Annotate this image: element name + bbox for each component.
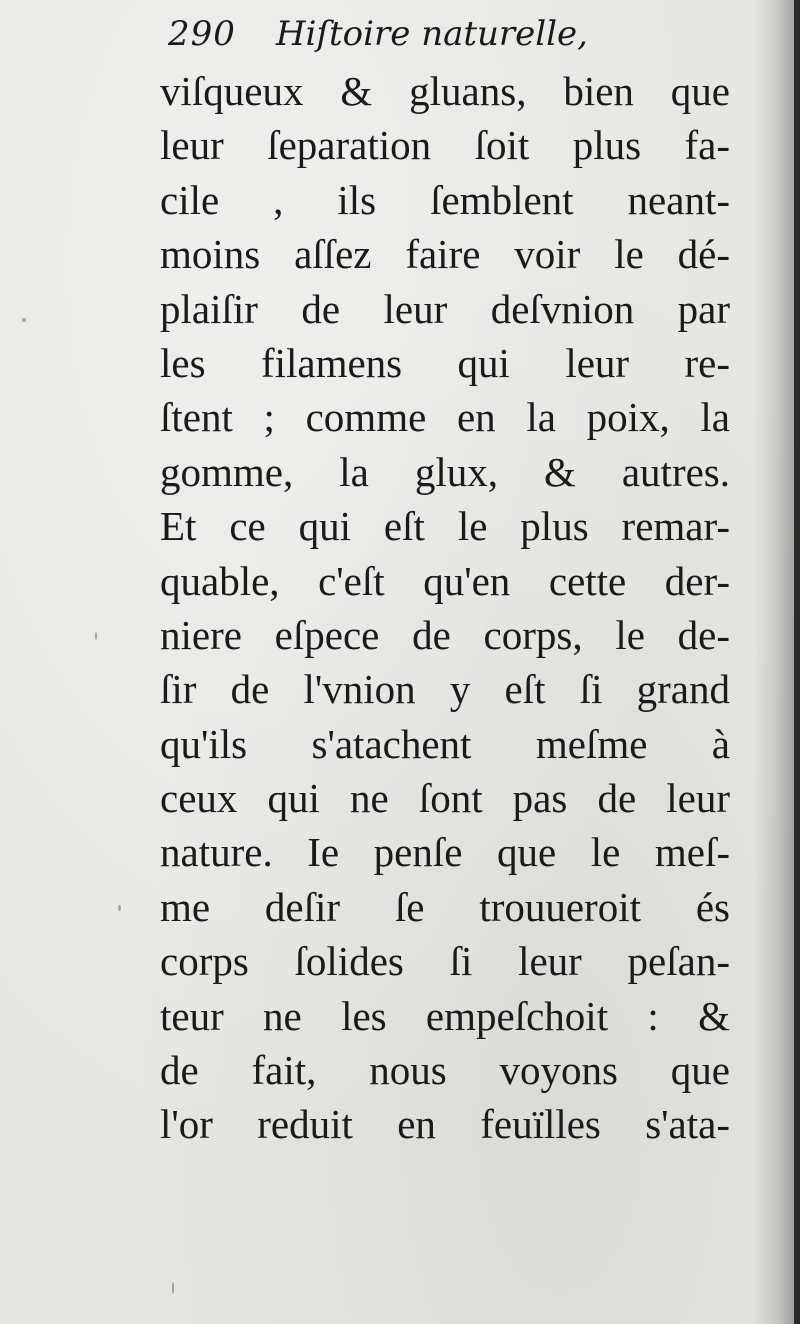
text-line: me deſir ſe trouueroit és bbox=[160, 883, 730, 930]
body-text bbox=[160, 64, 730, 1152]
text-line: ſir de l'vnion y eſt ſi grand bbox=[160, 666, 730, 713]
text-line: teur ne les empeſchoit : & bbox=[160, 992, 730, 1039]
text-line: niere eſpece de corps, le de- bbox=[160, 611, 730, 658]
paper-speck bbox=[118, 905, 121, 911]
text-line: l'or reduit en feuïlles s'ata- bbox=[160, 1101, 730, 1148]
text-line: gomme, la glux, & autres. bbox=[160, 448, 730, 495]
page-edge bbox=[794, 0, 800, 1324]
paper-speck bbox=[172, 1282, 174, 1294]
text-line: viſqueux & gluans, bien que bbox=[160, 68, 730, 114]
text-line: ſtent ; comme en la poix, la bbox=[160, 394, 730, 441]
text-line: corps ſolides ſi leur peſan- bbox=[160, 938, 730, 985]
page-header bbox=[168, 14, 588, 64]
text-line: moins aſſez faire voir le dé- bbox=[160, 231, 730, 278]
page-number: 290 bbox=[168, 14, 236, 54]
text-line: nature. Ie penſe que le meſ- bbox=[160, 829, 730, 876]
text-line: de fait, nous voyons que bbox=[160, 1047, 730, 1094]
paper-speck bbox=[95, 632, 97, 640]
text-line: plaiſir de leur deſvnion par bbox=[160, 285, 730, 332]
running-title: Hiſtoire naturelle, bbox=[275, 14, 588, 54]
text-line: cile , ils ſemblent neant- bbox=[160, 176, 730, 223]
text-line: Et ce qui eſt le plus remar- bbox=[160, 503, 730, 550]
text-line: leur ſeparation ſoit plus fa- bbox=[160, 122, 730, 169]
text-line: qu'ils s'atachent meſme à bbox=[160, 720, 730, 767]
text-line: les filamens qui leur re- bbox=[160, 339, 730, 386]
paper-speck bbox=[22, 318, 26, 322]
text-line: quable, c'eſt qu'en cette der- bbox=[160, 557, 730, 604]
text-line: ceux qui ne ſont pas de leur bbox=[160, 775, 730, 822]
